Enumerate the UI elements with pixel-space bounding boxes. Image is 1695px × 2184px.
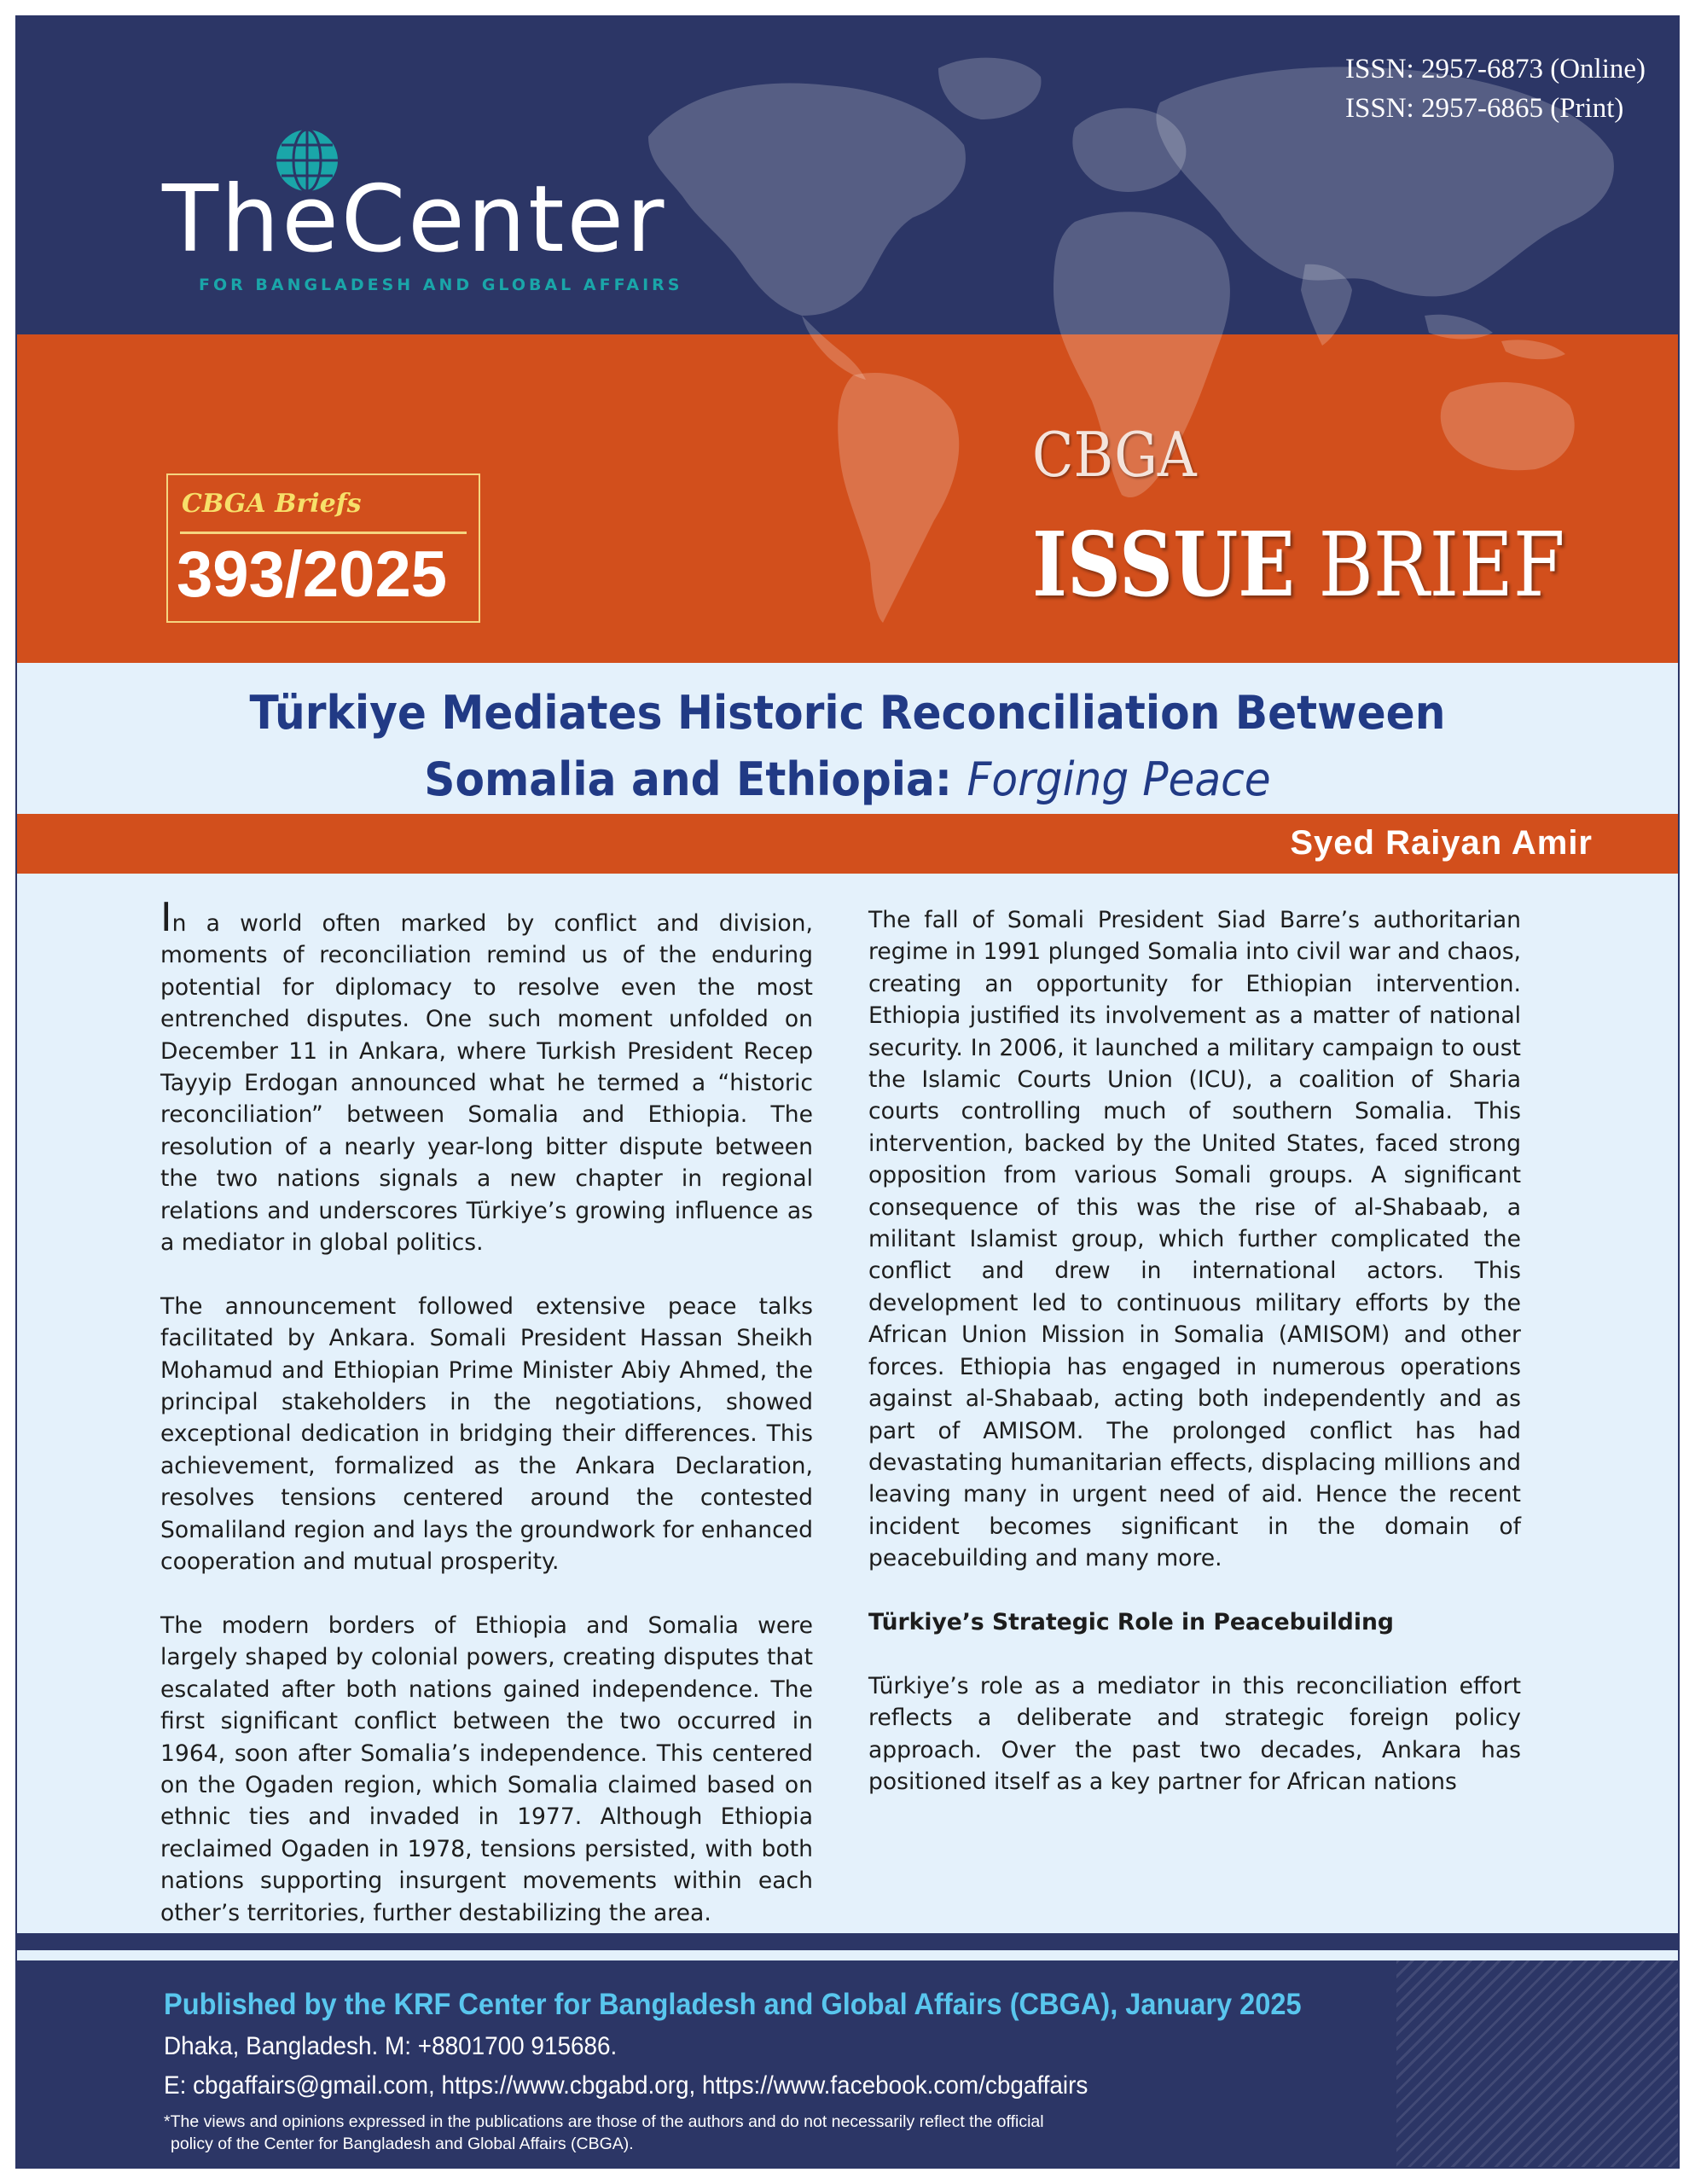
title-line-2-italic: Forging Peace — [966, 752, 1271, 806]
body-column-left — [160, 894, 813, 1929]
body-column-right — [868, 904, 1521, 1798]
issn-print: ISSN: 2957-6865 (Print) — [1345, 93, 1624, 124]
paragraph-2: The announcement followed extensive peace talks facilitated by Ankara. Somali President Hassan Sheikh Mohamud and Ethiopian Prime Minister Abiy Ahmed, the principal stakeholders in the negotiations, showed exceptional dedication in bridging their differences. This achievement, formalized as the Ankara Declaration, resolves tensions centered around the contested Somaliland region and lays the groundwork for enhanced cooperation and mutual prosperity. — [160, 1292, 813, 1576]
disclaimer-line-1: *The views and opinions expressed in the publications are those of the authors and do not necessarily reflect the official — [164, 2112, 1044, 2131]
title-line-2 — [75, 746, 1620, 813]
brief-series-label: CBGA Briefs — [182, 489, 362, 519]
banner-issue-word: ISSUE — [1032, 512, 1295, 617]
paragraph-5: Türkiye’s role as a mediator in this reconciliation effort reflects a deliberate and strategic foreign policy approach. Over the past two decades, Ankara has positioned itself as a key partner for African nations — [868, 1672, 1521, 1795]
banner-cbga: CBGA — [1032, 419, 1197, 491]
issn-block — [1345, 49, 1646, 128]
paragraph-3: The modern borders of Ethiopia and Somalia were largely shaped by colonial powers, creating disputes that escalated after both nations gained independence. The first significant conflict between the two occurred in 1964, soon after Somalia’s independence. This centered on the Ogaden region, which Somalia claimed based on ethnic ties and invaded in 1977. Although Ethiopia reclaimed Ogaden in 1978, tensions persisted, with both nations supporting insurgent movements within each other’s territories, further destabilizing the area. — [160, 1612, 813, 1926]
paragraph-1 — [160, 894, 813, 1258]
issn-online: ISSN: 2957-6873 (Online) — [1345, 54, 1646, 84]
logo-subtitle: FOR BANGLADESH AND GLOBAL AFFAIRS — [199, 276, 683, 294]
brief-divider — [180, 531, 467, 534]
author-name: Syed Raiyan Amir — [1290, 824, 1593, 862]
title-band — [17, 663, 1678, 814]
banner-issue-brief — [1032, 512, 1565, 618]
drop-cap: I — [160, 894, 172, 940]
author-band — [17, 814, 1678, 874]
banner-brief-word: BRIEF — [1318, 513, 1565, 617]
section-subheading: Türkiye’s Strategic Role in Peacebuilding — [868, 1608, 1394, 1635]
paragraph-4: The fall of Somali President Siad Barre’s authoritarian regime in 1991 plunged Somalia into civil war and chaos, creating an opportunity for Ethiopian intervention. Ethiopia justified its involvement as a matter of national security. In 2006, it launched a military campaign to oust the Islamic Courts Union (ICU), a coalition of Sharia courts controlling much of southern Somalia. This intervention, backed by the United States, faced strong opposition from various Somali groups. A significant consequence of this was the rise of al-Shabaab, a militant Islamist group, which further complicated the conflict and drew in international actors. This development led to continuous military efforts by the African Union Mission in Somalia (AMISOM) and other forces. Ethiopia has engaged in numerous operations against al-Shabaab, acting both independently and as part of AMISOM. The prolonged conflict has had devastating humanitarian effects, displacing millions and leaving many in urgent need of aid. Hence the recent incident becomes significant in the domain of peacebuilding and many more. — [868, 907, 1521, 1572]
footer-contact: E: cbgaffairs@gmail.com, https://www.cbgabd.org, https://www.facebook.com/cbgaffairs — [164, 2071, 1088, 2100]
title-line-2-bold: Somalia and Ethiopia: — [424, 752, 952, 806]
page-frame — [15, 15, 1680, 2169]
footer-disclaimer — [164, 2111, 1273, 2155]
disclaimer-line-2: policy of the Center for Bangladesh and Global Affairs (CBGA). — [171, 2135, 634, 2153]
footer-stripes-decoration — [1396, 1960, 1678, 2169]
article-title — [75, 680, 1620, 813]
footer-address: Dhaka, Bangladesh. M: +8801700 915686. — [164, 2032, 618, 2060]
logo-wordmark: TheCenter — [162, 166, 667, 273]
footer — [17, 1960, 1678, 2169]
footer-publisher: Published by the KRF Center for Bangladesh and Global Affairs (CBGA), January 2025 — [164, 1988, 1302, 2021]
footer-divider-bar — [17, 1933, 1678, 1950]
paragraph-1-text: n a world often marked by conflict and division, moments of reconciliation remind us of the enduring potential for diplomacy to resolve even the most entrenched disputes. One such moment unfolded on December 11 in Ankara, where Turkish President Recep Tayyip Erdogan announced what he termed a “historic reconciliation” between Somalia and Ethiopia. The resolution of a nearly year-long bitter dispute between the two nations signals a new chapter in regional relations and underscores Türkiye’s growing influence as a mediator in global politics. — [160, 910, 813, 1257]
title-line-1: Türkiye Mediates Historic Reconciliation Between — [249, 686, 1446, 740]
brief-number-box — [166, 473, 480, 623]
brief-number: 393/2025 — [177, 538, 447, 611]
